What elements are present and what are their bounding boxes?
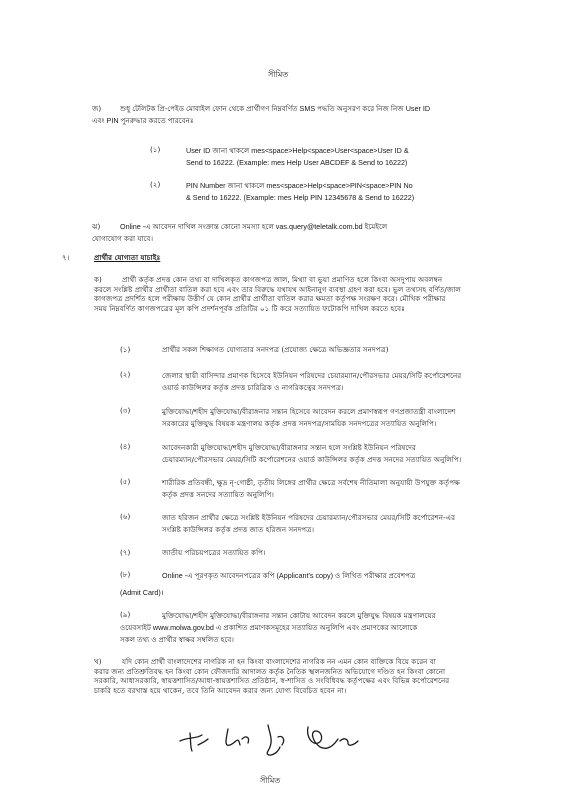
- list-item-line: জেলার স্থায়ী বাসিন্দার প্রমাণক হিসেবে ইউনিয়ন পরিষদের চেয়ারম্যান/পৌরসভার মেয়র/সিটি কর্পোরেশনের: [162, 371, 462, 380]
- list-item: [162, 442, 461, 466]
- list-item-line: চেয়ারম্যান/পৌরসভার মেয়র/সিটি কর্পোরেশনের ওয়ার্ড কাউন্সিলর কর্তৃক প্রদত্ত সনদের সত্যায়িত অনুলিপি।: [162, 455, 462, 465]
- list-item-line: জাত হরিজন প্রার্থীর ক্ষেত্রে সংশ্লিষ্ট ইউনিয়ন পরিষদের চেয়ারম্যান/পৌরসভার মেয়র/সিটি কর্পোরেশন-এর: [162, 513, 456, 522]
- section-7-ka-paragraph: [94, 275, 514, 313]
- paragraph-line: যদি কোন প্রার্থী বাংলাদেশের নাগরিক না হন কিংবা বাংলাদেশের নাগরিক নন এমন কোন ব্যক্তিকে বিয়ে করেন বা: [122, 657, 436, 666]
- paragraph-line: প্রার্থী কর্তৃক প্রদত্ত কোন তথ্য বা দাখিলকৃত কাগজপত্র জাল, মিথ্যা বা ভুয়া প্রমাণিত হলে কিংবা অসদুপায় অবলম্বন: [122, 275, 443, 284]
- list-item-num: (৯): [120, 610, 131, 619]
- signature-4: [308, 727, 358, 748]
- list-item: [162, 477, 460, 501]
- signature-2: [226, 729, 249, 745]
- list-item-num: (৮): [120, 570, 131, 579]
- list-item-line: শারীরিক প্রতিবন্ধী, ক্ষুদ্র নৃ-গোষ্ঠী, তৃতীয় লিঙ্গের প্রার্থীর ক্ষেত্রে সর্বশেষ নীতিমালা অনুযায়ী উপযুক্ত কর্তৃপক্ষ: [162, 478, 460, 487]
- list-item: [162, 610, 436, 622]
- list-item: [162, 370, 461, 394]
- paragraph-line: সময় নিম্নবর্ণিত কাগজপত্রের মূল কপি প্রদর্শনপূর্বক প্রতিটির ০১ টি করে সত্যায়িত ফটোকপি দাখিল করতে হবেঃ: [94, 303, 405, 313]
- list-item-num: (২): [120, 370, 131, 379]
- paragraph-line: সরকারি, আধাসরকারি, স্বায়ত্তশাসিত/আধা-স্বায়ত্তশাসিত প্রতিষ্ঠান, স্ব-শাসিত ও সংবিধিবদ্ধ কর্তৃপক্ষের এবং বিভিন্ন কর্পোরেশনের: [94, 676, 450, 686]
- list-item-num: (৬): [120, 512, 131, 521]
- list-item-line: জাতীয় পরিচয়পত্রের সত্যায়িত কপি।: [162, 548, 266, 557]
- sms-item-userid-line: Send to 16222. (Example: mes Help User ABCDEF & Send to 16222): [186, 158, 408, 168]
- list-item-num: (৫): [120, 477, 131, 486]
- paragraph-line: চাকরি হতে বরখাস্ত হয়ে থাকেন, তবে তিনি আবেদন করার জন্য যোগ্য বিবেচিত হবেন না।: [94, 685, 347, 695]
- list-item-line: সংশ্লিষ্ট কাউন্সিলর কর্তৃক প্রদত্ত জাত হরিজন সনদপত্র।: [162, 525, 315, 535]
- list-item-line: আবেদনকারী মুক্তিযোদ্ধা/শহীদ মুক্তিযোদ্ধা/বীরাঙ্গনার সন্তান হলে সংশ্লিষ্ট ইউনিয়ন পরিষদের: [162, 443, 417, 452]
- list-item-line: প্রার্থীর সকল শিক্ষাগত যোগ্যতার সনদপত্র (প্রযোজ্য ক্ষেত্রে অভিজ্ঞতার সনদপত্র): [162, 345, 389, 354]
- list-item-line: ওয়ার্ড কাউন্সিলর কর্তৃক প্রদত্ত চারিত্রিক ও নাগরিকত্বের সনদপত্র।: [162, 383, 344, 393]
- list-item-line: Online -এ পূরণকৃত আবেদনপত্রের কপি (Applicant's copy) ও লিখিত পরীক্ষার প্রবেশপত্র: [162, 571, 416, 580]
- sms-item-pin: [186, 180, 414, 204]
- paragraph-line: করার জন্য প্রতিশ্রুতিবদ্ধ হন কিংবা কোন ফৌজদারি আদালত কর্তৃক নৈতিক স্খলনজনিত অভিযোগে দণ্ডিত হন কিংবা কোনো: [94, 666, 446, 676]
- sms-item-userid-line: User ID জানা থাকলে mes<space>Help<space>User<space>User ID &: [186, 146, 409, 155]
- list-item: [162, 345, 389, 355]
- list-item-line: মুক্তিযোদ্ধা/শহীদ মুক্তিযোদ্ধা/বীরাঙ্গনার সন্তান হিসেবে আবেদন করলে প্রমাণস্বরূপ গণপ্রজাতন্ত্রী বাংলাদেশ: [162, 407, 456, 416]
- section-jha-marker: জ): [92, 104, 102, 113]
- sms-item-num: (১): [150, 145, 161, 154]
- list-item-line: সকল তথ্য ও প্রার্থীর স্বাক্ষর সম্বলিত হবে।: [120, 635, 234, 645]
- handwritten-signatures: [178, 717, 388, 765]
- list-item: [162, 548, 266, 558]
- sms-item-num: (২): [150, 180, 161, 189]
- sms-item-userid: [186, 145, 409, 169]
- list-item-num: (৩): [120, 406, 131, 415]
- paragraph-line: করলে সংশ্লিষ্ট প্রার্থীর প্রার্থীতা বাতিল করা হবে এবং তার বিরুদ্ধে যথাযথ আইনানুগ ব্যবস্থা গ্রহণ করা হবে। ভুল তথ্যসহ বর্ণিত/জাল: [94, 284, 461, 294]
- section-7-kha-marker: খ): [94, 657, 102, 666]
- list-item-num: (৪): [120, 442, 131, 451]
- list-item-num: (৭): [120, 548, 131, 557]
- signature-3: [267, 725, 283, 755]
- list-item-line: ওয়েবসাইট www.molwa.gov.bd এ প্রকাশিত প্রমাণকসমূহের সত্যায়িত অনুলিপি এবং প্রমাণকের আলোকে: [120, 623, 418, 632]
- section-7-ka-marker: ক): [94, 275, 102, 284]
- list-item-line-cont: (Admit Card)।: [120, 588, 164, 597]
- section-nya-marker: ঝ): [92, 222, 101, 231]
- section-nya-text-cont: যোগাযোগ করা যাবে।: [92, 234, 154, 243]
- section-nya-text-line: Online -এ আবেদন দাখিল সংক্রান্ত কোনো সমস্যা হলে vas.query@teletalk.com.bd ইমেইলে: [120, 222, 388, 231]
- list-item-cont: [120, 622, 417, 646]
- sms-item-pin-line: & Send to 16222. (Example: mes Help PIN 12345678 & Send to 16222): [186, 193, 415, 203]
- list-item-line: মুক্তিযোদ্ধা/শহীদ মুক্তিযোদ্ধা/বীরাঙ্গনার সন্তান কোটায় আবেদন করলে মুক্তিযুদ্ধ বিষয়ক মন্ত্রণালয়ের: [162, 611, 436, 620]
- section-jha-text-cont: এবং PIN পুনরুদ্ধার করতে পারবেনঃ: [92, 116, 194, 125]
- signature-1: [180, 733, 208, 751]
- paragraph-line: কাগজপত্র প্রদর্শিত হলে পরীক্ষায় উত্তীর্ণ যে কোন প্রার্থীর প্রার্থীতা বাতিল করার ক্ষমতা কর্তৃপক্ষ সংরক্ষণ করে। মৌখিক পরীক্ষার: [94, 294, 446, 304]
- list-item-num: (১): [120, 345, 131, 354]
- section-7-number: ৭।: [62, 253, 70, 262]
- section-7-kha-paragraph: [94, 657, 514, 695]
- list-item-line: কর্তৃক প্রদত্ত সনদের সত্যায়িত অনুলিপি।: [162, 490, 274, 500]
- list-item: [162, 570, 415, 582]
- footer-seal: সীমিত: [260, 776, 281, 785]
- header-seal: সীমিত: [268, 70, 289, 79]
- section-jha-text: শুধু টেলিটক প্রি-পেইড মোবাইল ফোন থেকে প্রার্থীগণ নিম্নবর্ণিত SMS পদ্ধতি অনুসরণ করে নিজ নিজ User ID: [120, 104, 431, 113]
- sms-item-pin-line: PIN Number জানা থাকলে mes<space>Help<space>PIN<space>PIN No: [186, 181, 413, 190]
- list-item: [162, 406, 455, 430]
- list-item-line: সরকারের মুক্তিযুদ্ধ বিষয়ক মন্ত্রণালয় কর্তৃক প্রদত্ত সনদপত্র/সাময়িক সনদপত্রের সত্যায়িত অনুলিপি।: [162, 419, 437, 429]
- section-7-heading: প্রার্থীর যোগ্যতা যাচাইঃ: [94, 253, 161, 262]
- section-nya-text: [120, 222, 387, 232]
- list-item: [162, 512, 455, 536]
